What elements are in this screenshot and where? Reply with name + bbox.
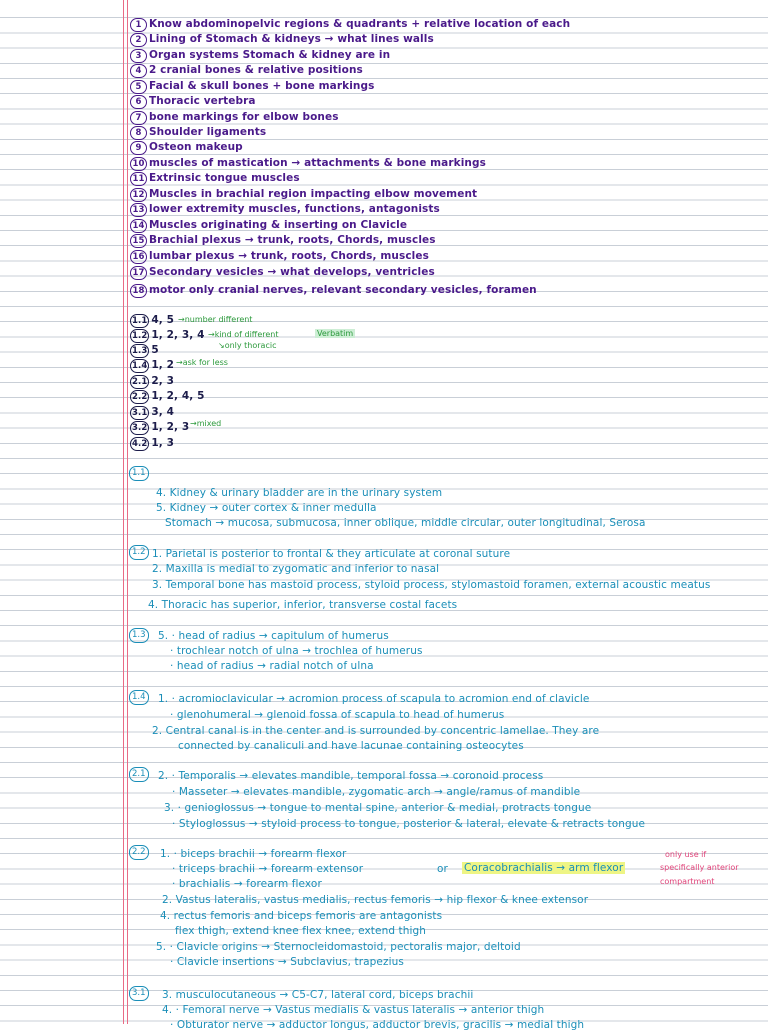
objective-item [130,125,266,140]
objective-number: 10 [130,157,147,171]
objective-text: Lining of Stomach & kidneys → what lines walls [149,33,434,45]
objective-item [130,48,390,63]
answer-note-text: number different [184,315,253,324]
objective-text: Thoracic vertebra [149,95,256,107]
objective-number: 9 [130,141,147,155]
objective-text: lower extremity muscles, functions, antagonists [149,203,440,215]
section-tag: 2.2 [129,845,149,860]
side-highlight [462,861,625,875]
section-tag: 1.3 [129,628,149,643]
objective-item [130,94,256,109]
objective-text: Organ systems Stomach & kidney are in [149,49,391,61]
answer-number: 3.2 [132,423,148,433]
answer-number: 1.4 [132,361,148,371]
objective-item [130,171,300,186]
answer-number: 1.3 [132,346,148,356]
objective-number: 11 [130,172,147,186]
section-line: 2. Maxilla is medial to zygomatic and inferior to nasal [152,563,440,575]
section-line: Stomach → mucosa, submucosa, inner oblique, middle circular, outer longitudinal, Serosa [165,517,646,529]
answer-item [130,343,159,358]
section-tag: 1.4 [129,690,149,705]
section-line: 5. Kidney → outer cortex & inner medulla [156,502,377,514]
section-line: · head of radius → radial notch of ulna [170,660,374,672]
section-line: · Clavicle insertions → Subclavius, trapezius [170,956,404,968]
section-line: 4. · Femoral nerve → Vastus medialis & vastus lateralis → anterior thigh [162,1004,545,1016]
answer-note: ↘only thoracic [218,341,277,350]
margin-line-left [123,0,124,1024]
answer-item [130,405,174,420]
answer-item [130,436,174,451]
answer-item [130,313,174,328]
section-line: · triceps brachii → forearm extensor [172,863,364,875]
objective-number: 7 [130,111,147,125]
answer-text: 1, 3 [151,437,175,449]
objective-number: 2 [130,33,147,47]
objective-item [130,32,434,47]
section-line: 1. · biceps brachii → forearm flexor [160,848,347,860]
answer-note [315,329,355,338]
answer-note: →number different [178,315,253,324]
section-line: 4. rectus femoris and biceps femoris are antagonists [160,910,443,922]
section-tag: 1.2 [129,545,149,560]
answer-note: →mixed [190,419,222,428]
section-line: · Masseter → elevates mandible, zygomatic arch → angle/ramus of mandible [172,786,581,798]
answer-note-text: ask for less [182,358,228,367]
section-line: · trochlear notch of ulna → trochlea of humerus [170,645,423,657]
section-line: flex thigh, extend knee flex knee, extend thigh [175,925,427,937]
objective-number: 8 [130,126,147,140]
objective-text: Muscles in brachial region impacting elbow movement [149,188,478,200]
objective-item [130,283,537,298]
answer-item [130,358,174,373]
answer-number: 1.1 [132,316,148,326]
objective-text: Extrinsic tongue muscles [149,172,300,184]
section-line: 2. Central canal is in the center and is surrounded by concentric lamellae. They are [152,725,600,737]
answer-number: 1.2 [132,331,148,341]
answer-note-highlight: Verbatim [317,329,354,338]
objective-number: 5 [130,80,147,94]
answer-note-text: mixed [196,419,222,428]
objective-number: 4 [130,64,147,78]
side-note: specifically anterior [660,863,739,872]
answer-text: 4, 5 [151,314,175,326]
section-line: · brachialis → forearm flexor [172,878,322,890]
answer-note-text: kind of different [214,330,279,339]
section-line: 3. · genioglossus → tongue to mental spine, anterior & medial, protracts tongue [164,802,592,814]
objective-number: 6 [130,95,147,109]
objective-text: lumbar plexus → trunk, roots, Chords, muscles [149,250,429,262]
objective-text: bone markings for elbow bones [149,111,339,123]
objective-item [130,265,435,280]
section-line: 4. Kidney & urinary bladder are in the urinary system [156,487,443,499]
section-line: 2. · Temporalis → elevates mandible, temporal fossa → coronoid process [158,770,544,782]
objective-number: 16 [130,250,147,264]
section-line: 1. Parietal is posterior to frontal & they articulate at coronal suture [152,548,511,560]
objective-item [130,202,440,217]
answer-text: 1, 2, 3, 4 [151,329,205,341]
objective-text: Know abdominopelvic regions & quadrants + relative location of each [149,18,571,30]
answer-number: 2.2 [132,392,148,402]
section-tag: 2.1 [129,767,149,782]
objective-item [130,218,407,233]
objective-text: 2 cranial bones & relative positions [149,64,363,76]
answer-text: 5 [151,344,159,356]
answer-number: 3.1 [132,408,148,418]
answer-item [130,328,205,343]
answer-text: 3, 4 [151,406,175,418]
objective-number: 1 [130,18,147,32]
objective-text: motor only cranial nerves, relevant secondary vesicles, foramen [149,284,537,296]
objective-item [130,110,339,125]
objective-number: 18 [130,284,147,298]
margin-line-right [127,0,128,1024]
objective-text: Secondary vesicles → what develops, ventricles [149,266,435,278]
answer-item [130,420,189,435]
objective-item [130,187,477,202]
answer-note-text: only thoracic [224,341,277,350]
objective-number: 12 [130,188,147,202]
section-tag: 3.1 [129,986,149,1001]
section-line: 4. Thoracic has superior, inferior, transverse costal facets [148,599,458,611]
objective-number: 3 [130,49,147,63]
answer-text: 1, 2, 4, 5 [151,390,205,402]
objective-item [130,156,486,171]
section-line: 5. · Clavicle origins → Sternocleidomastoid, pectoralis major, deltoid [156,941,521,953]
objective-item [130,249,429,264]
section-tag: 1.1 [129,466,149,481]
section-line: · glenohumeral → glenoid fossa of scapula to head of humerus [170,709,505,721]
side-highlight-text: Coracobrachialis → arm flexor [464,862,624,874]
section-line: 3. musculocutaneous → C5-C7, lateral cord, biceps brachii [162,989,474,1001]
objective-item [130,140,243,155]
objective-item [130,63,363,78]
answer-number: 4.2 [132,439,148,449]
side-note: compartment [660,877,715,886]
section-line: · Styloglossus → styloid process to tongue, posterior & lateral, elevate & retracts tongue [172,818,646,830]
answer-item [130,389,205,404]
objective-number: 17 [130,266,147,280]
answer-text: 2, 3 [151,375,175,387]
objective-text: Shoulder ligaments [149,126,267,138]
section-line: connected by canaliculi and have lacunae containing osteocytes [178,740,524,752]
objective-item [130,17,570,32]
side-note: only use if [665,850,707,859]
answer-item [130,374,174,389]
objective-item [130,233,436,248]
objective-number: 13 [130,203,147,217]
section-line: 5. · head of radius → capitulum of humerus [158,630,389,642]
objective-text: Muscles originating & inserting on Clavicle [149,219,408,231]
side-or: or [437,863,448,875]
section-line: 1. · acromioclavicular → acromion process of scapula to acromion end of clavicle [158,693,590,705]
objective-text: muscles of mastication → attachments & bone markings [149,157,486,169]
objective-number: 15 [130,234,147,248]
objective-text: Osteon makeup [149,141,243,153]
objective-item [130,79,374,94]
section-line: 3. Temporal bone has mastoid process, styloid process, stylomastoid foramen, external acoustic meatus [152,579,711,591]
section-line: · Obturator nerve → adductor longus, adductor brevis, gracilis → medial thigh [170,1019,585,1031]
objective-text: Facial & skull bones + bone markings [149,80,375,92]
answer-text: 1, 2, 3 [151,421,190,433]
answer-note: →ask for less [176,358,228,367]
answer-note: →kind of different [208,330,279,339]
objective-number: 14 [130,219,147,233]
objective-text: Brachial plexus → trunk, roots, Chords, muscles [149,234,436,246]
answer-text: 1, 2 [151,359,175,371]
answer-number: 2.1 [132,377,148,387]
section-line: 2. Vastus lateralis, vastus medialis, rectus femoris → hip flexor & knee extensor [162,894,589,906]
